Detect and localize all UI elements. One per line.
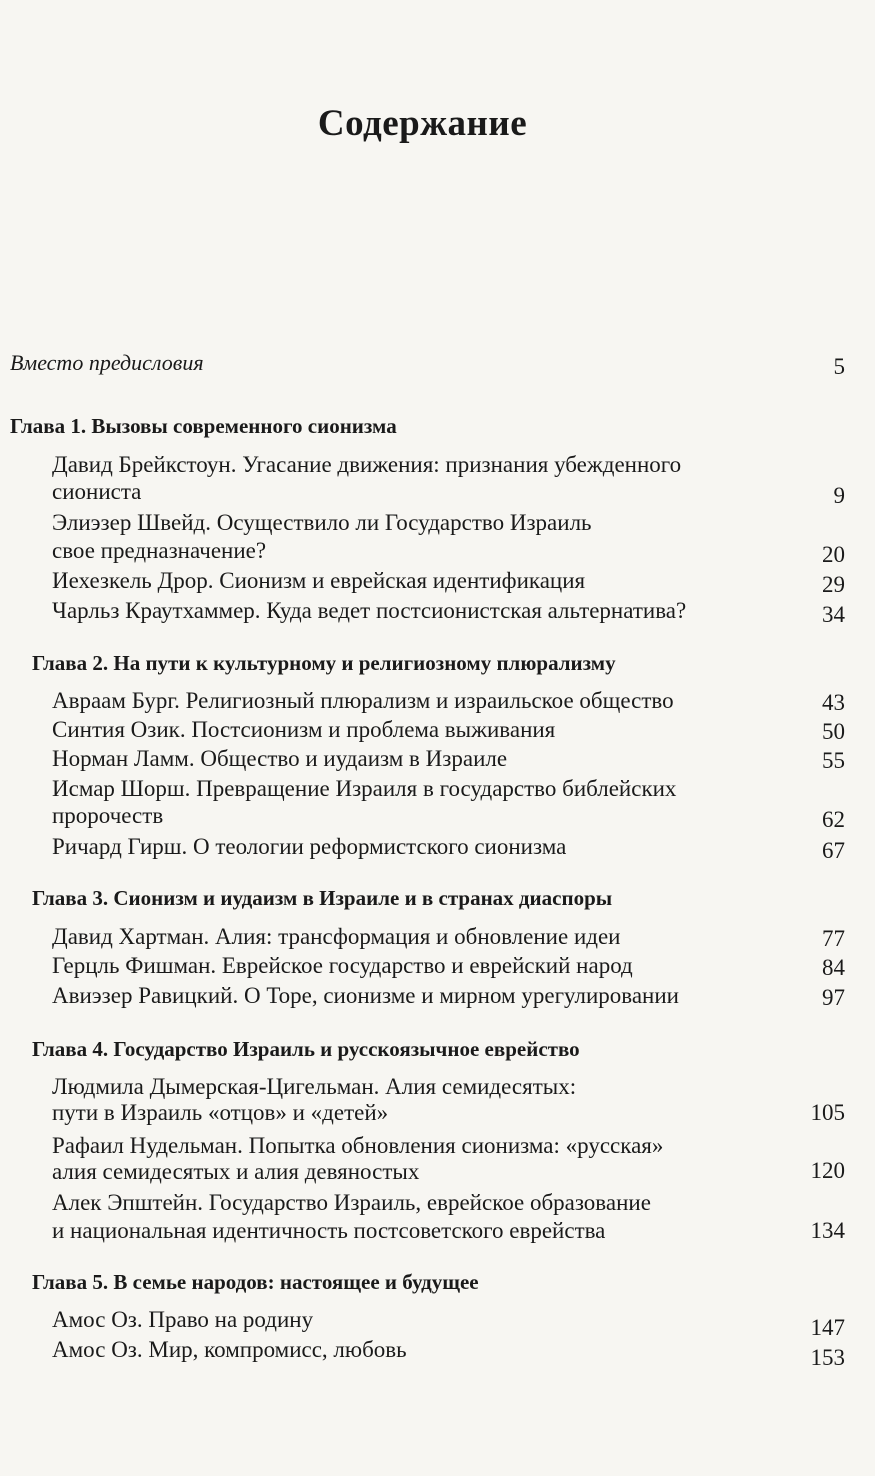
- toc-entry-text: Элиэзер Швейд. Осуществило ли Государство Израиль: [52, 510, 592, 535]
- toc-page-number: 105: [810, 1100, 845, 1125]
- toc-entry-text: Людмила Дымерская-Цигельман. Алия семидесятых:: [52, 1074, 577, 1099]
- toc-entry-text: Алек Эпштейн. Государство Израиль, еврейское образование: [52, 1190, 651, 1215]
- toc-page-number: 84: [822, 955, 845, 980]
- toc-entry: [0, 951, 845, 981]
- toc-page-number: 5: [833, 354, 845, 379]
- toc-page-number: 147: [810, 1315, 845, 1340]
- toc-entry-text: пророчеств: [52, 803, 164, 828]
- toc-page-number: 43: [822, 690, 845, 715]
- toc-entry-text: и национальная идентичность постсоветского еврейства: [52, 1218, 606, 1243]
- toc-entry: [0, 1188, 845, 1218]
- toc-entry: [0, 1305, 845, 1340]
- toc-page-number: 55: [822, 748, 845, 773]
- toc-page-number: 153: [810, 1345, 845, 1370]
- toc-page-number: 134: [810, 1218, 845, 1243]
- chapter-title: Глава 4. Государство Израиль и русскоязычное еврейство: [32, 1037, 580, 1061]
- toc-entry-text: Иехезкель Дрор. Сионизм и еврейская идентификация: [52, 568, 586, 593]
- toc-entry: [0, 1157, 845, 1187]
- toc-entry: [0, 1335, 845, 1370]
- toc-entry: [0, 536, 845, 566]
- toc-entry: [0, 922, 845, 952]
- chapter-title: Глава 1. Вызовы современного сионизма: [10, 414, 397, 438]
- toc-preface: [0, 348, 845, 378]
- toc-entry-text: алия семидесятых и алия девяностых: [52, 1159, 420, 1184]
- toc-entry: [0, 981, 845, 1011]
- chapter-2-heading: [0, 648, 845, 678]
- toc-entry-text: Рафаил Нудельман. Попытка обновления сионизма: «русская»: [52, 1133, 664, 1158]
- toc-page-number: 9: [833, 483, 845, 508]
- toc-entry-text: Ричард Гирш. О теологии реформистского сионизма: [52, 834, 567, 859]
- toc-entry-text: Авраам Бург. Религиозный плюрализм и израильское общество: [52, 688, 674, 713]
- toc-entry: [0, 450, 845, 480]
- toc-page-number: 50: [822, 719, 845, 744]
- toc-entry-text: Авиэзер Равицкий. О Торе, сионизме и мирном урегулировании: [52, 983, 679, 1008]
- toc-entry-text: Вместо предисловия: [10, 350, 204, 375]
- toc-entry: [0, 774, 845, 804]
- chapter-title: Глава 3. Сионизм и иудаизм в Израиле и в странах диаспоры: [32, 886, 613, 910]
- toc-entry: [0, 1216, 845, 1246]
- toc-page-number: 29: [822, 572, 845, 597]
- toc-page-number: 67: [822, 838, 845, 863]
- chapter-1-heading: [0, 411, 845, 441]
- toc-entry: [0, 715, 845, 745]
- page-title: Содержание: [317, 103, 528, 144]
- toc-entry-text: Давид Брейкстоун. Угасание движения: признания убежденного: [52, 452, 682, 477]
- toc-entry: [0, 1098, 845, 1128]
- toc-entry: [0, 566, 845, 596]
- toc-entry-text: Амос Оз. Мир, компромисс, любовь: [52, 1337, 407, 1362]
- toc-entry-text: Чарльз Краутхаммер. Куда ведет постсионистская альтернатива?: [52, 598, 687, 623]
- toc-entry: [0, 686, 845, 716]
- chapter-title: Глава 2. На пути к культурному и религиозному плюрализму: [32, 651, 616, 675]
- toc-entry-text: Давид Хартман. Алия: трансформация и обновление идеи: [52, 924, 621, 949]
- toc-entry-text: Норман Ламм. Общество и иудаизм в Израиле: [52, 746, 508, 771]
- toc-entry-text: пути в Израиль «отцов» и «детей»: [52, 1100, 389, 1125]
- chapter-5-heading: [0, 1267, 845, 1297]
- chapter-4-heading: [0, 1034, 845, 1064]
- toc-entry-text: Амос Оз. Право на родину: [52, 1307, 314, 1332]
- toc-page-number: 20: [822, 542, 845, 567]
- toc-entry: [0, 508, 845, 538]
- toc-page-number: 97: [822, 985, 845, 1010]
- toc-entry-text: Герцль Фишман. Еврейское государство и еврейский народ: [52, 953, 633, 978]
- toc-page-number: 77: [822, 926, 845, 951]
- toc-entry-text: сиониста: [52, 479, 142, 504]
- toc-entry: [0, 477, 845, 507]
- toc-page-number: 120: [810, 1158, 845, 1183]
- chapter-3-heading: [0, 883, 845, 913]
- toc-entry: [0, 801, 845, 831]
- toc-entry-text: Синтия Озик. Постсионизм и проблема выживания: [52, 717, 556, 742]
- toc-entry-text: свое предназначение?: [52, 538, 267, 563]
- toc-page-number: 62: [822, 807, 845, 832]
- toc-entry: [0, 832, 845, 862]
- toc-entry: [0, 744, 845, 774]
- toc-entry: [0, 596, 845, 626]
- toc-page-number: 34: [822, 602, 845, 627]
- chapter-title: Глава 5. В семье народов: настоящее и будущее: [32, 1270, 479, 1294]
- toc-entry-text: Исмар Шорш. Превращение Израиля в государство библейских: [52, 776, 677, 801]
